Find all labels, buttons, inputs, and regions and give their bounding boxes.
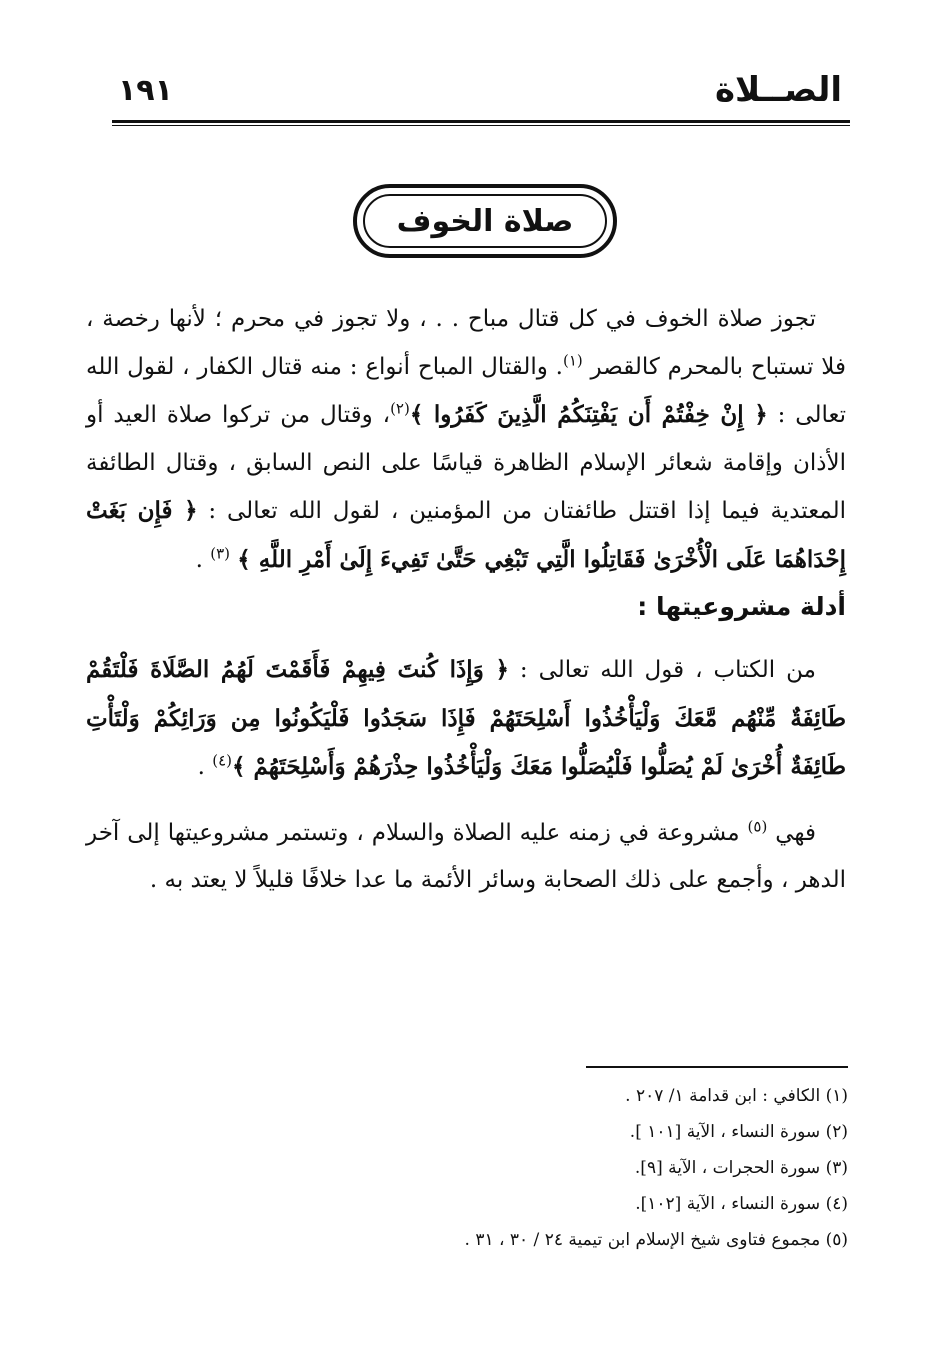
paragraph-text: ، وقتال من تركوا صلاة العيد أو الأذان وإقامة شعائر الإسلام الظاهرة قياسًا على النص السابق ، وقتال الطائفة المعتدية فيما إذا اقتتل طائفتان من المؤمنين ، لقول الله تعالى : <box>86 402 847 524</box>
footnote-item: (٥) مجموع فتاوى شيخ الإسلام ابن تيمية ٢٤ / ٣٠ ، ٣١ . <box>464 1230 848 1250</box>
section-heading-evidence: أدلة مشروعيتها : <box>637 592 846 621</box>
quran-verse: ﴿ فَإِن بَغَتْ إِحْدَاهُمَا عَلَى الْأُخْرَىٰ فَقَاتِلُوا الَّتِي تَبْغِي حَتَّىٰ تَفِيءَ إِلَىٰ أَمْرِ اللَّهِ ﴾ <box>86 497 846 573</box>
paragraph-quran-evidence <box>86 646 846 792</box>
chapter-title-frame <box>353 184 617 258</box>
paragraph-permissibility <box>86 296 846 584</box>
footnote-separator <box>586 1066 848 1068</box>
footnote-item: (٣) سورة الحجرات ، الآية [٩]. <box>634 1158 848 1178</box>
paragraph-text: . والقتال المباح أنواع : منه قتال الكفار ، لقول الله تعالى : <box>86 353 846 428</box>
footnote-ref-2: (٢) <box>390 399 410 418</box>
paragraph-text: . <box>195 546 211 573</box>
quran-verse: ﴿ وَإِذَا كُنتَ فِيهِمْ فَأَقَمْتَ لَهُمُ الصَّلَاةَ فَلْتَقُمْ طَائِفَةٌ مِّنْهُم مَّعَكَ وَلْيَأْخُذُوا أَسْلِحَتَهُمْ فَإِذَا سَجَدُوا فَلْيَكُونُوا مِن وَرَائِكُمْ وَلْتَأْتِ طَائِفَةٌ أُخْرَىٰ لَمْ يُصَلُّوا فَلْيُصَلُّوا مَعَكَ وَلْيَأْخُذُوا حِذْرَهُمْ وَأَسْلِحَتَهُمْ ﴾ <box>86 656 846 780</box>
paragraph-text: مشروعة في زمنه عليه الصلاة والسلام ، وتستمر مشروعيتها إلى آخر الدهر ، وأجمع على ذلك الصحابة وسائر الأئمة ما عدا خلافًا قليلاً لا يعتد به . <box>86 819 846 893</box>
chapter-title-frame-inner <box>363 194 607 248</box>
footnote-ref-4: (٤) <box>212 751 232 770</box>
chapter-title: صلاة الخوف <box>396 203 574 239</box>
page-number: ١٩١ <box>118 73 173 108</box>
footnote-ref-1: (١) <box>563 350 583 369</box>
footnote-item: (٢) سورة النساء ، الآية [١٠١ ]. <box>629 1122 848 1142</box>
paragraph-text: . <box>197 754 213 780</box>
body-text <box>86 296 846 905</box>
footnote-item: (١) الكافي : ابن قدامة ١/ ٢٠٧ . <box>625 1086 848 1106</box>
footnote-ref-5: (٥) <box>747 816 768 835</box>
footnote-ref-3: (٣) <box>210 543 230 562</box>
paragraph-text: فهي <box>767 819 817 846</box>
footnote-item: (٤) سورة النساء ، الآية [١٠٢]. <box>635 1194 848 1214</box>
paragraph-text: من الكتاب ، قول الله تعالى : <box>508 657 816 683</box>
paragraph-continuity <box>86 810 846 905</box>
running-title: الصــلاة <box>714 70 842 110</box>
quran-verse: ﴿ إِنْ خِفْتُمْ أَن يَفْتِنَكُمُ الَّذِينَ كَفَرُوا ﴾ <box>409 401 768 428</box>
paragraph-text: تجوز صلاة الخوف في كل قتال مباح . . ، ولا تجوز في محرم ؛ لأنها رخصة ، فلا تستباح بالمحرم كالقصر <box>86 306 846 380</box>
footnotes-list <box>328 1078 848 1258</box>
header-rule <box>112 120 850 126</box>
